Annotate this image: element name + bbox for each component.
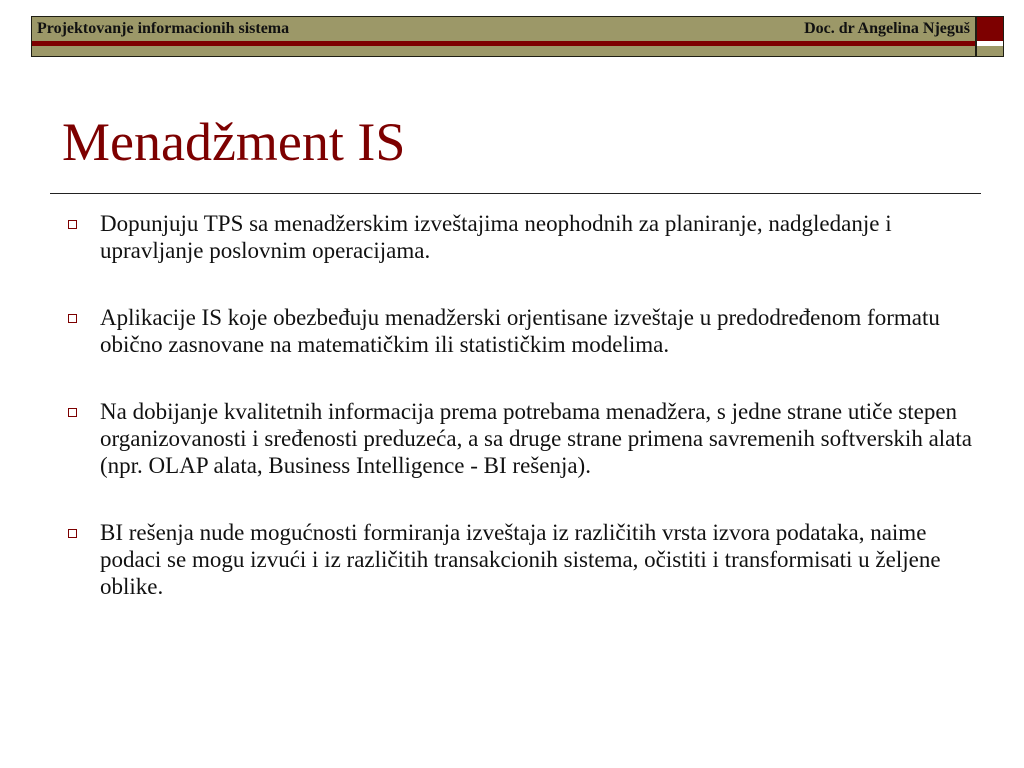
header-corner-decoration <box>976 16 1004 57</box>
corner-olive-block <box>977 46 1003 56</box>
bullet-text: Na dobijanje kvalitetnih informacija prema potrebama menadžera, s jedne strane utiče stepen organizovanosti i sređenosti preduzeća, a sa druge strane primena savremenih softverskih alata (npr. OLAP alata, Business Intelligence - BI rešenja). <box>100 399 972 478</box>
corner-red-block <box>977 17 1003 41</box>
bullet-item <box>62 398 982 479</box>
hollow-square-bullet-icon <box>68 529 77 538</box>
bullet-item <box>62 210 982 264</box>
bullet-item <box>62 304 982 358</box>
bullet-text: Aplikacije IS koje obezbeđuju menadžerski orjentisane izveštaje u predodređenom formatu obično zasnovane na matematičkim ili statističkim modelima. <box>100 305 940 357</box>
bullet-text: Dopunjuju TPS sa menadžerskim izveštajima neophodnih za planiranje, nadgledanje i upravljanje poslovnim operacijama. <box>100 211 892 263</box>
hollow-square-bullet-icon <box>68 314 77 323</box>
bullet-text: BI rešenja nude mogućnosti formiranja izveštaja iz različitih vrsta izvora podataka, naime podaci se mogu izvući i iz različitih transakcionih sistema, očistiti i transformisati u željene oblike. <box>100 520 941 599</box>
header-bar <box>31 16 976 57</box>
header-accent-stripe <box>32 41 975 46</box>
title-divider <box>50 193 981 194</box>
author-name: Doc. dr Angelina Njeguš <box>804 20 970 37</box>
course-name: Projektovanje informacionih sistema <box>37 20 290 37</box>
slide-title: Menadžment IS <box>62 112 406 172</box>
hollow-square-bullet-icon <box>68 408 77 417</box>
bullet-item <box>62 519 982 600</box>
hollow-square-bullet-icon <box>68 220 77 229</box>
bullet-list <box>62 210 982 640</box>
